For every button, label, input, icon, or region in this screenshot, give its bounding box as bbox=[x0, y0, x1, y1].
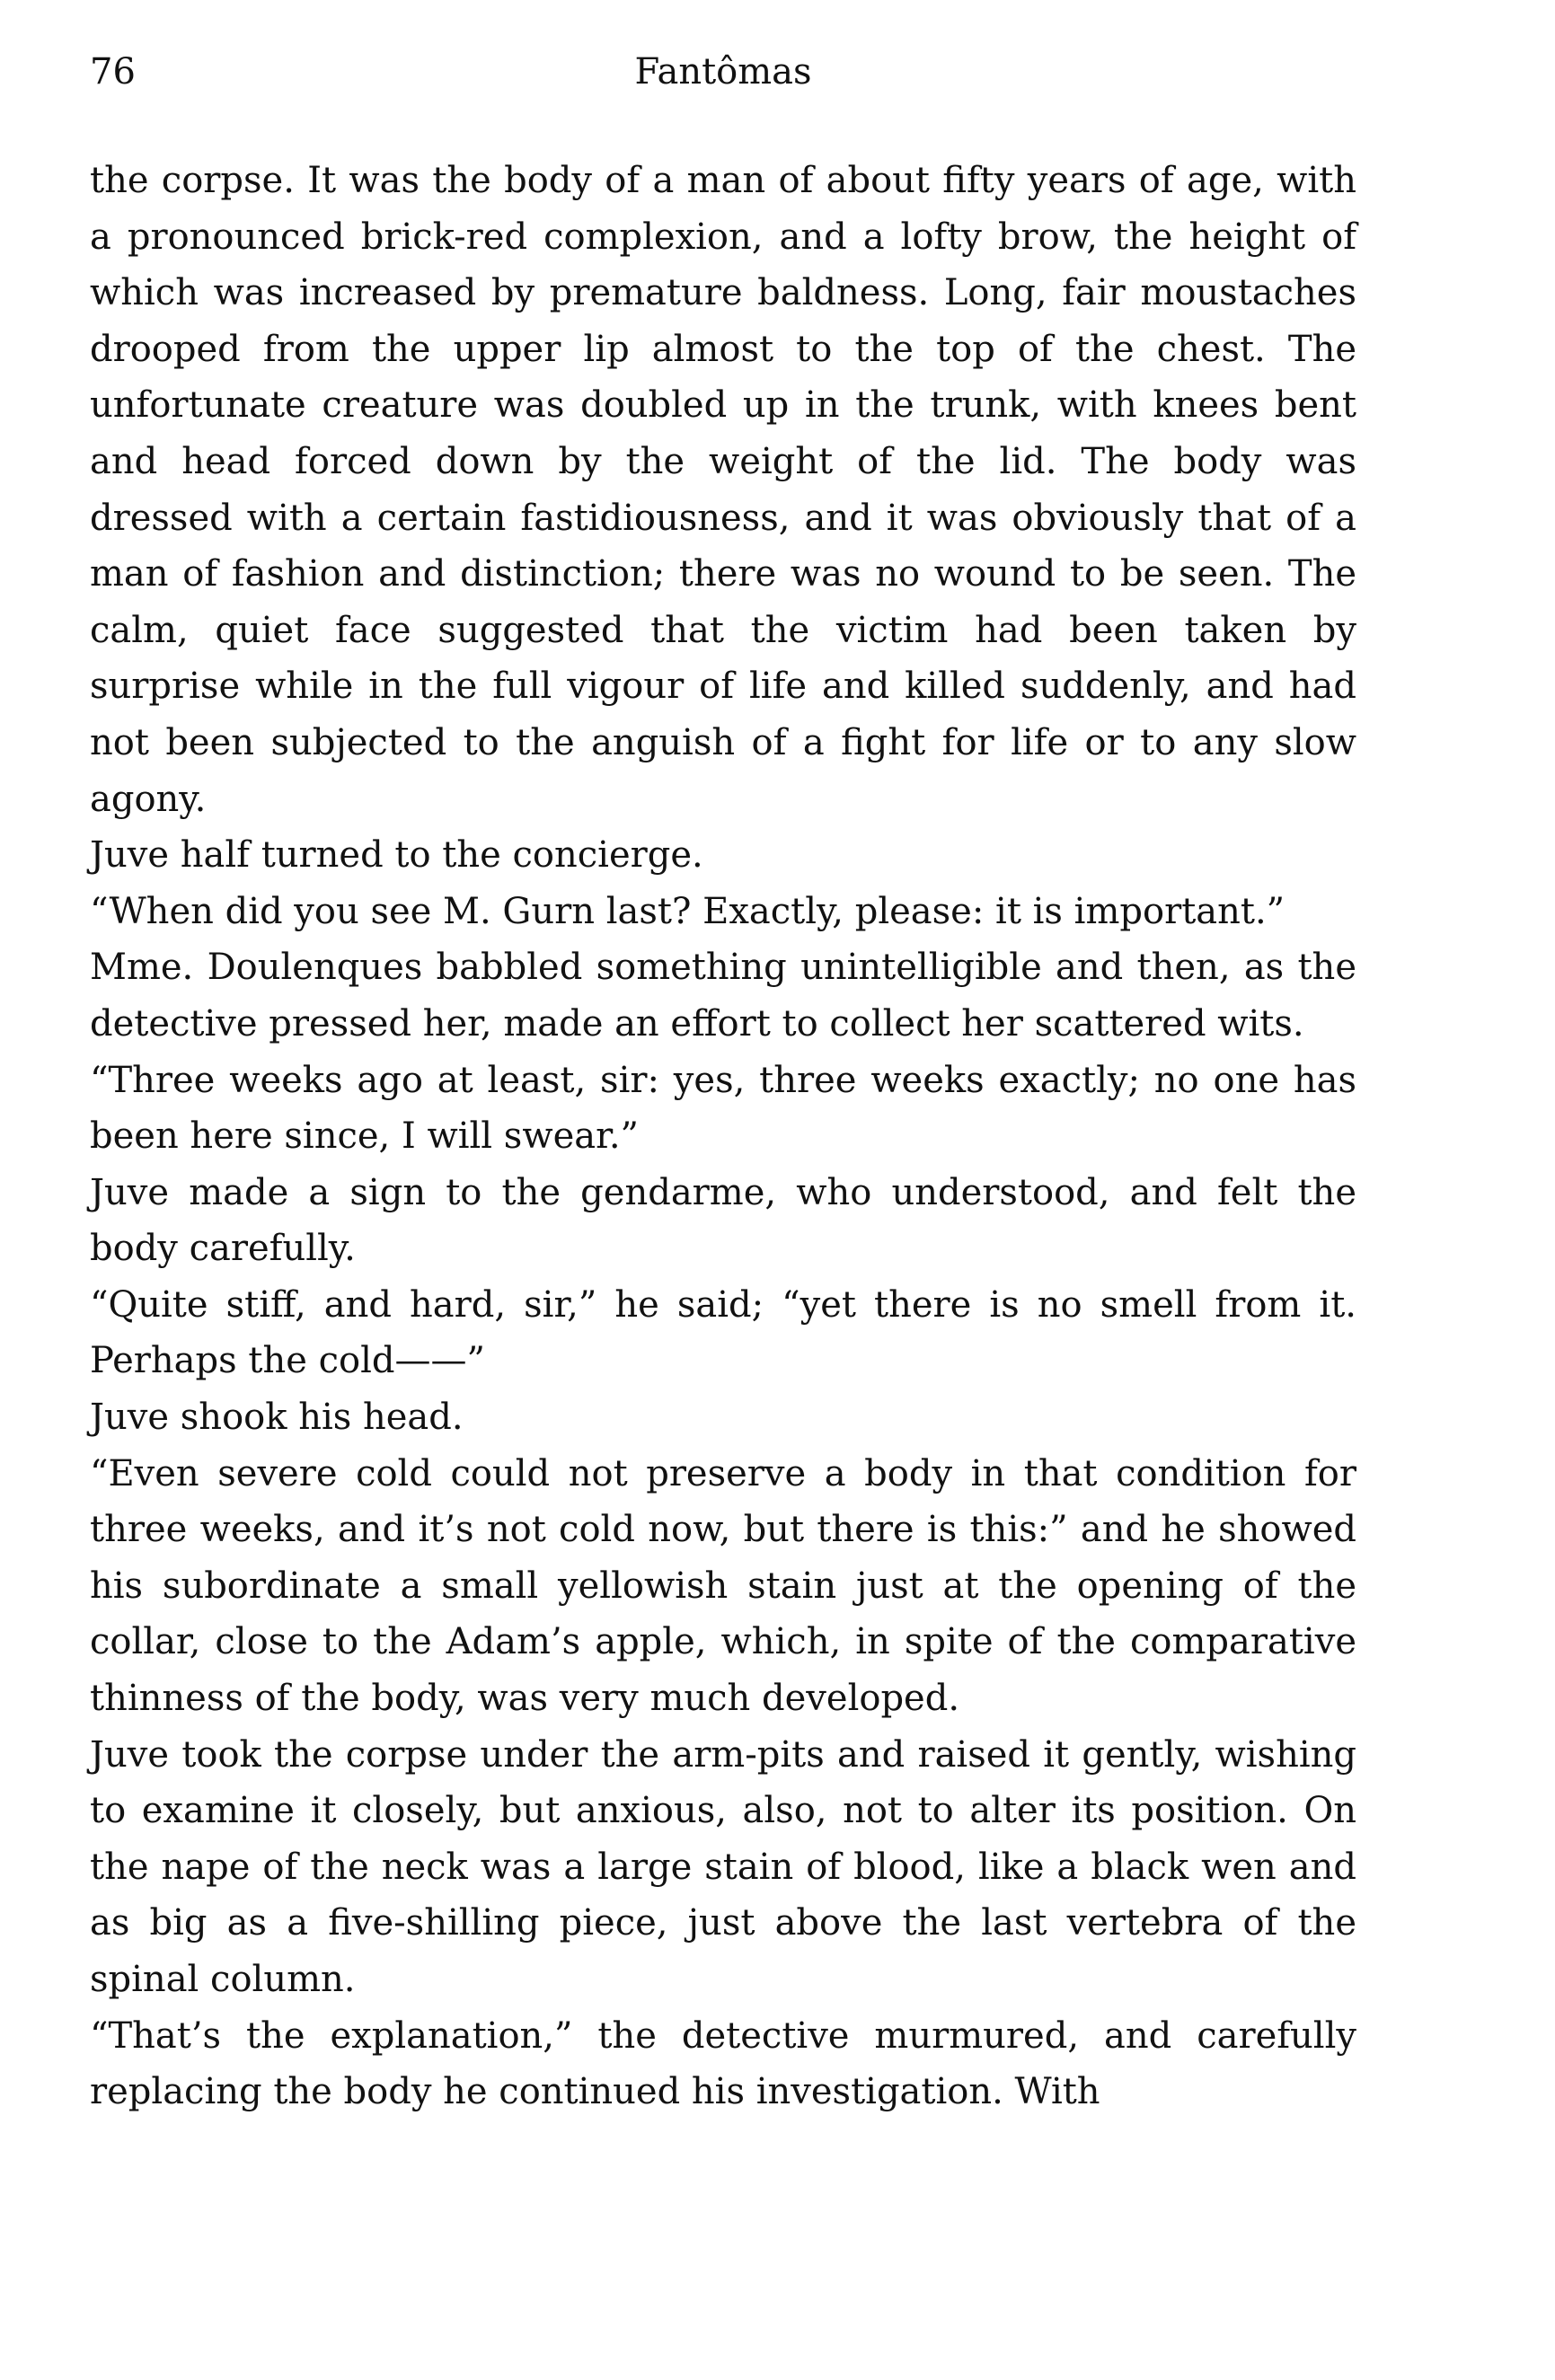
paragraph: the corpse. It was the body of a man of about fifty years of age, with a pronounced brick-red complexion, and a lofty brow, the height of which was increased by premature baldness. Long, fair moustaches drooped from the upper lip almost to the top of the chest. The unfortunate creature was doubled up in the trunk, with knees bent and head forced down by the weight of the lid. The body was dressed with a certain fastidiousness, and it was obviously that of a man of fashion and distinction; there was no wound to be seen. The calm, quiet face suggested that the victim had been taken by surprise while in the full vigour of life and killed suddenly, and had not been subjected to the anguish of a fight for life or to any slow agony. bbox=[90, 160, 1356, 820]
page-number: 76 bbox=[90, 51, 136, 93]
body-text bbox=[90, 153, 1356, 2120]
paragraph: Mme. Doulenques babbled something unintelligible and then, as the detective pressed her, made an effort to collect her scattered wits. bbox=[90, 947, 1356, 1045]
paragraph: “Even severe cold could not preserve a body in that condition for three weeks, and it’s not cold now, but there is this:” and he showed his subordinate a small yellowish stain just at the opening of the collar, close to the Adam’s apple, which, in spite of the comparative thinness of the body, was very much developed. bbox=[90, 1452, 1356, 1720]
paragraph: Juve took the corpse under the arm-pits and raised it gently, wishing to examine it closely, but anxious, also, not to alter its position. On the nape of the neck was a large stain of blood, like a black wen and as big as a five-shilling piece, just above the last vertebra of the spinal column. bbox=[90, 1733, 1356, 2000]
paragraph: “Quite stiff, and hard, sir,” he said; “yet there is no smell from it. Perhaps the cold——” bbox=[90, 1283, 1356, 1382]
paragraph: “That’s the explanation,” the detective murmured, and carefully replacing the body he continued his investigation. With bbox=[90, 2014, 1356, 2113]
paragraph: Juve half turned to the concierge. bbox=[90, 834, 703, 877]
page-header bbox=[90, 47, 1356, 101]
paragraph: Juve made a sign to the gendarme, who understood, and felt the body carefully. bbox=[90, 1171, 1356, 1270]
paragraph: “When did you see M. Gurn last? Exactly, please: it is important.” bbox=[90, 890, 1286, 932]
paragraph: “Three weeks ago at least, sir: yes, three weeks exactly; no one has been here since, I will swear.” bbox=[90, 1059, 1356, 1158]
running-title: Fantômas bbox=[634, 51, 812, 93]
paragraph: Juve shook his head. bbox=[90, 1397, 464, 1439]
